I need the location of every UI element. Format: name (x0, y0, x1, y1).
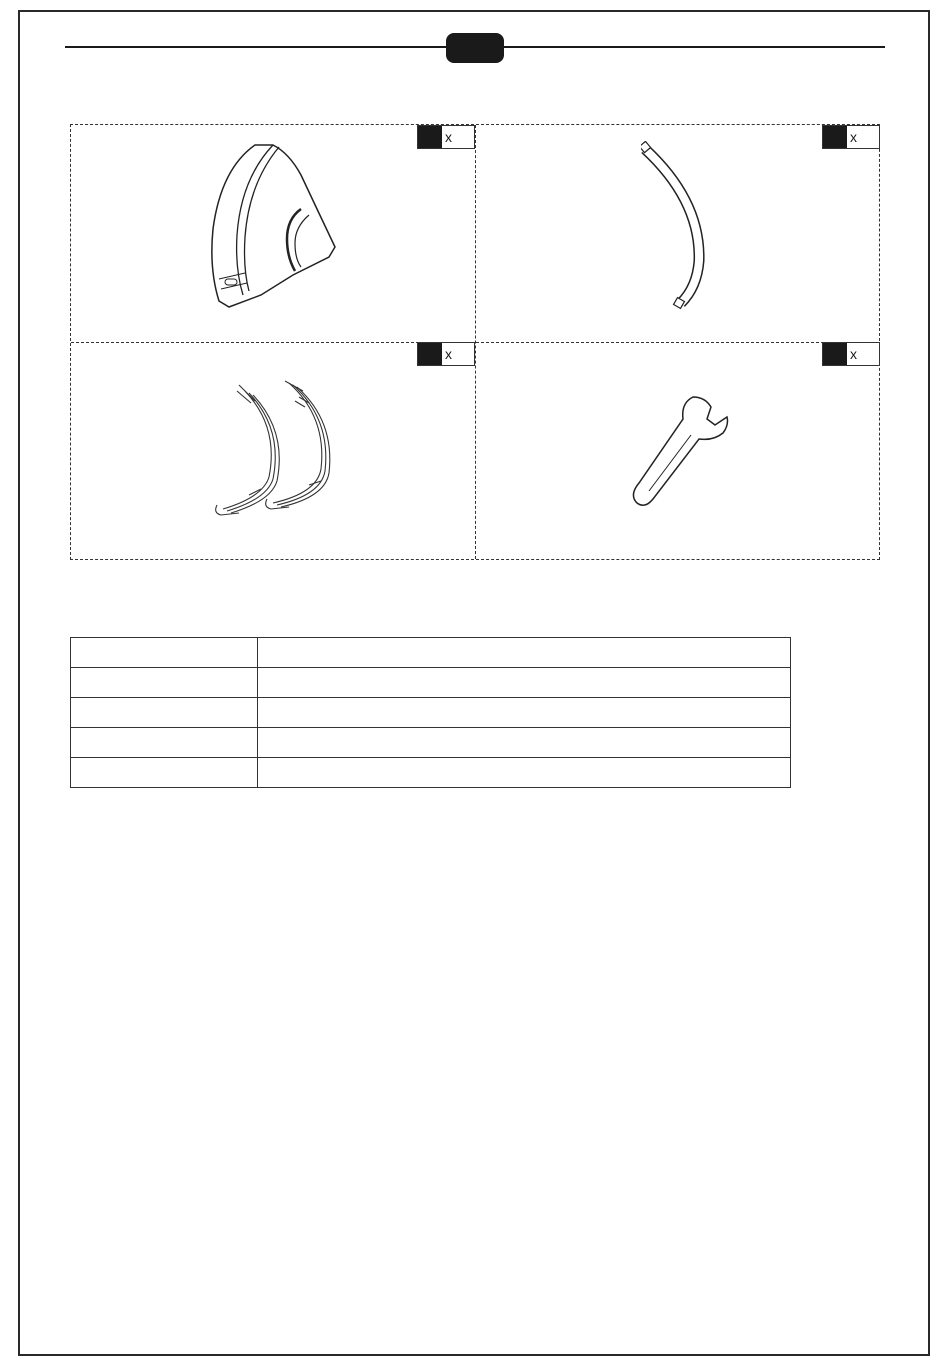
multiplier-label: x (445, 129, 452, 145)
table-cell (258, 638, 791, 668)
table-row (71, 698, 791, 728)
multiplier-label: x (850, 129, 857, 145)
table-row (71, 638, 791, 668)
multiplier-label: x (445, 346, 452, 362)
table-cell (71, 638, 258, 668)
multiplier-label: x (850, 346, 857, 362)
table-cell (71, 728, 258, 758)
table-cell (71, 698, 258, 728)
wrench-illustration (627, 391, 737, 511)
wire-harness-illustration (209, 377, 339, 517)
panel-cover-illustration (201, 139, 351, 309)
table-cell (71, 758, 258, 788)
table-row (71, 668, 791, 698)
quantity-badge-curved-tube (822, 125, 880, 149)
quantity-value (823, 126, 847, 148)
quantity-value (418, 343, 442, 365)
quantity-badge-wire-harness (417, 342, 475, 366)
page-number-badge (446, 33, 504, 63)
parts-list-grid (70, 124, 880, 560)
quantity-badge-wrench (822, 342, 880, 366)
specification-table (70, 637, 791, 788)
table-cell (71, 668, 258, 698)
table-cell (258, 728, 791, 758)
table-row (71, 758, 791, 788)
table-cell (258, 668, 791, 698)
table-cell (258, 758, 791, 788)
quantity-value (418, 126, 442, 148)
table-cell (258, 698, 791, 728)
grid-divider-horizontal (71, 342, 879, 343)
table-row (71, 728, 791, 758)
quantity-value (823, 343, 847, 365)
curved-tube-illustration (641, 141, 721, 311)
quantity-badge-panel-cover (417, 125, 475, 149)
